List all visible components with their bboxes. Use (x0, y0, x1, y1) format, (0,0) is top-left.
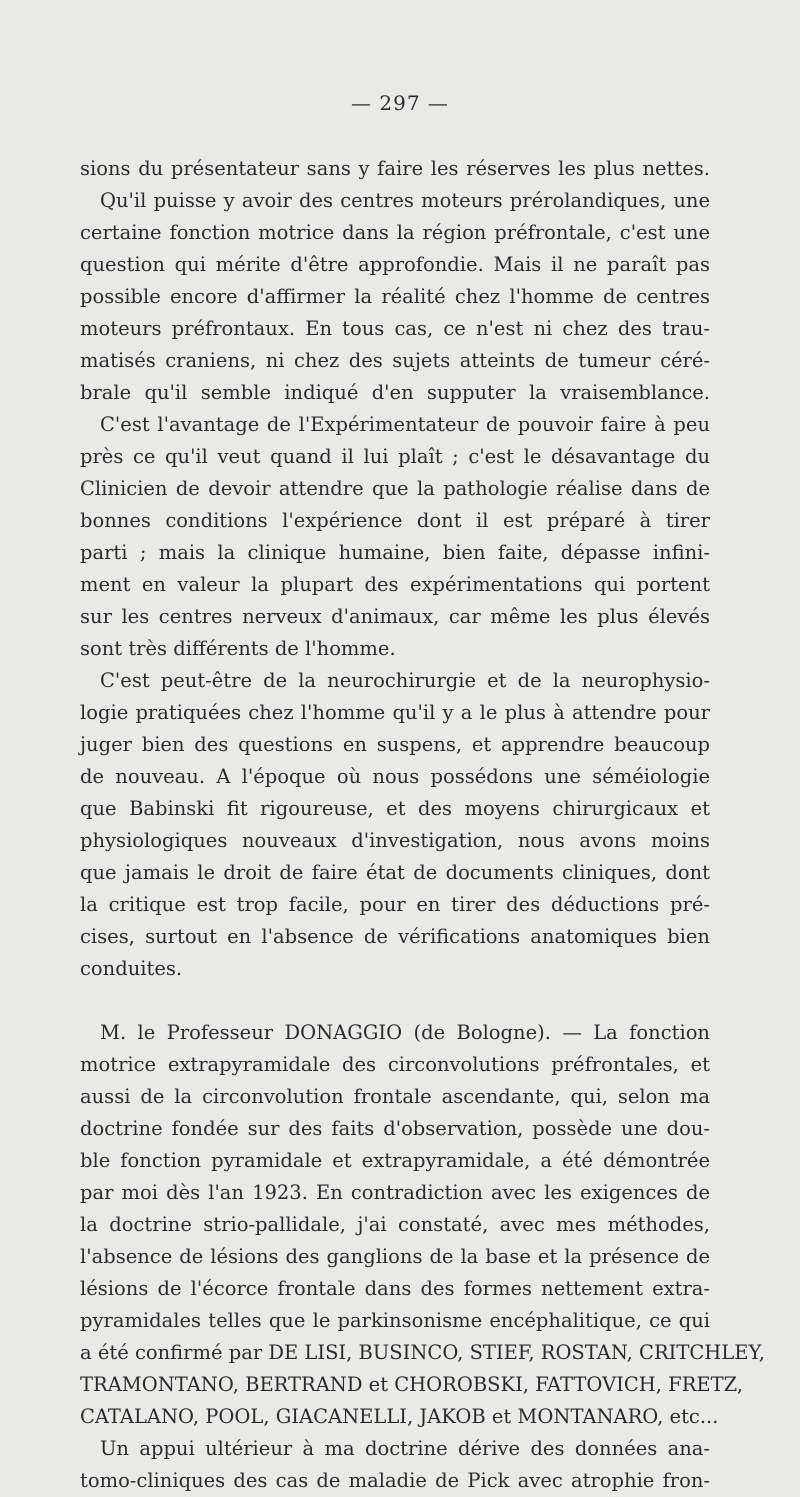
text-line: que jamais le droit de faire état de documents cliniques, dont (80, 861, 710, 884)
text-line: C'est peut-être de la neurochirurgie et de la neurophysio- (100, 669, 710, 692)
text-line: l'absence de lésions des ganglions de la base et la présence de (80, 1245, 710, 1268)
text-line: Qu'il puisse y avoir des centres moteurs prérolandiques, une (100, 189, 710, 212)
text-line: question qui mérite d'être approfondie. Mais il ne paraît pas (80, 253, 710, 276)
text-line: M. le Professeur DONAGGIO (de Bologne). — La fonction (100, 1021, 710, 1044)
text-line: sur les centres nerveux d'animaux, car même les plus élevés (80, 605, 710, 628)
text-line: pyramidales telles que le parkinsonisme encéphalitique, ce qui (80, 1309, 710, 1332)
text-line: Un appui ultérieur à ma doctrine dérive des données ana- (100, 1437, 710, 1460)
text-line: a été confirmé par DE LISI, BUSINCO, STIEF, ROSTAN, CRITCHLEY, (80, 1341, 766, 1364)
text-line: TRAMONTANO, BERTRAND et CHOROBSKI, FATTOVICH, FRETZ, (80, 1373, 744, 1396)
text-line: Clinicien de devoir attendre que la pathologie réalise dans de (80, 477, 710, 500)
text-line: ment en valeur la plupart des expérimentations qui portent (80, 573, 710, 596)
text-line: lésions de l'écorce frontale dans des formes nettement extra- (80, 1277, 710, 1300)
text-line: brale qu'il semble indiqué d'en supputer la vraisemblance. (80, 381, 710, 404)
text-line: que Babinski fit rigoureuse, et des moyens chirurgicaux et (80, 797, 710, 820)
text-line: sions du présentateur sans y faire les réserves les plus nettes. (80, 157, 710, 180)
text-line: de nouveau. A l'époque où nous possédons une séméiologie (80, 765, 710, 788)
text-line: bonnes conditions l'expérience dont il est préparé à tirer (80, 509, 710, 532)
text-line: la critique est trop facile, pour en tirer des déductions pré- (80, 893, 710, 916)
paragraph-3 (80, 1017, 766, 1433)
text-line: matisés craniens, ni chez des sujets atteints de tumeur céré- (80, 349, 710, 372)
paragraph-4 (80, 1433, 710, 1497)
paragraph-2 (80, 665, 710, 985)
text-line: possible encore d'affirmer la réalité chez l'homme de centres (80, 285, 710, 308)
text-line: CATALANO, POOL, GIACANELLI, JAKOB et MONTANARO, etc... (80, 1405, 719, 1428)
text-line: aussi de la circonvolution frontale ascendante, qui, selon ma (80, 1085, 710, 1108)
text-line: cises, surtout en l'absence de vérifications anatomiques bien (80, 925, 710, 948)
text-line: logie pratiquées chez l'homme qu'il y a le plus à attendre pour (80, 701, 710, 724)
text-line: moteurs préfrontaux. En tous cas, ce n'est ni chez des trau- (80, 317, 710, 340)
text-line: tomo-cliniques des cas de maladie de Pick avec atrophie fron- (80, 1469, 710, 1492)
text-line: certaine fonction motrice dans la région préfrontale, c'est une (80, 221, 710, 244)
text-line: près ce qu'il veut quand il lui plaît ; c'est le désavantage du (80, 445, 710, 468)
text-line: ble fonction pyramidale et extrapyramidale, a été démontrée (80, 1149, 710, 1172)
text-line: la doctrine strio-pallidale, j'ai constaté, avec mes méthodes, (80, 1213, 710, 1236)
text-line: par moi dès l'an 1923. En contradiction avec les exigences de (80, 1181, 710, 1204)
text-line: juger bien des questions en suspens, et apprendre beaucoup (80, 733, 710, 756)
page-number: — 297 — (351, 91, 449, 115)
text-line: conduites. (80, 957, 183, 980)
paragraph-gap (80, 985, 710, 1017)
text-line: motrice extrapyramidale des circonvolutions préfrontales, et (80, 1053, 710, 1076)
text-line: parti ; mais la clinique humaine, bien faite, dépasse infini- (80, 541, 710, 564)
text-line: physiologiques nouveaux d'investigation, nous avons moins (80, 829, 710, 852)
text-line: sont très différents de l'homme. (80, 637, 396, 660)
text-line: C'est l'avantage de l'Expérimentateur de pouvoir faire à peu (100, 413, 710, 436)
paragraph-1 (80, 153, 710, 665)
text-line: doctrine fondée sur des faits d'observation, possède une dou- (80, 1117, 710, 1140)
